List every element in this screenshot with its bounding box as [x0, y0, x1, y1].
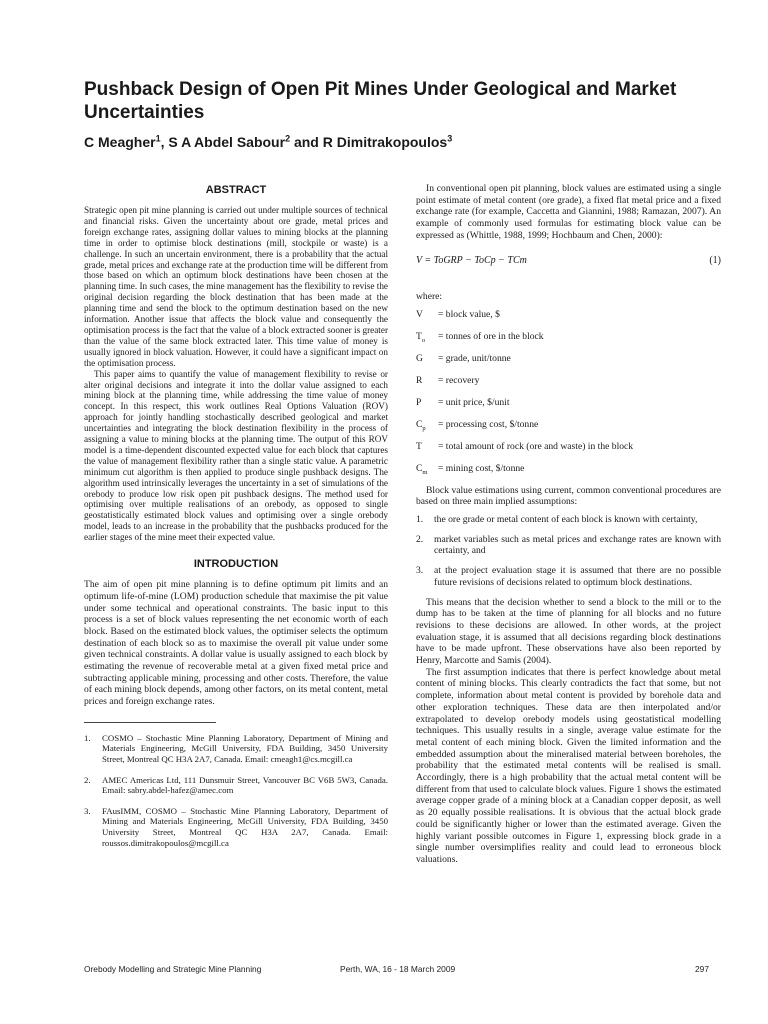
- variable-definition: [416, 463, 721, 479]
- author-sep-2: and: [290, 134, 323, 150]
- author-line: [84, 133, 452, 151]
- variable-definition: [416, 375, 721, 391]
- assumption-item: [416, 565, 721, 588]
- author-1-affil: 1: [155, 133, 161, 144]
- variable-definition: [416, 309, 721, 325]
- author-sep-1: ,: [160, 134, 169, 150]
- footnote-rule: [84, 722, 216, 733]
- where-label: where:: [416, 291, 443, 303]
- block-value-equation: V = ToGRP − ToCp − TCm: [416, 254, 527, 266]
- footer-venue-date: Perth, WA, 16 - 18 March 2009: [340, 964, 456, 974]
- footnote-number: 3.: [84, 805, 91, 816]
- footer-publication: Orebody Modelling and Strategic Mine Planning: [84, 964, 262, 974]
- footnote-item: [84, 733, 388, 765]
- assumption-item: [416, 534, 721, 557]
- assumption-number: 2.: [416, 533, 424, 545]
- assumption-text: the ore grade or metal content of each block is known with certainty,: [434, 513, 698, 525]
- introduction-paragraph-1: The aim of open pit mine planning is to define optimum pit limits and an optimum life-of-mine (LOM) production schedule that maximise the pit value under some technical and operational constraints. The basic input to this process is a set of block values representing the net economic worth of each block. Based on the estimated block values, the optimiser selects the optimum destination of each block so as to maximise the overall pit value under some given technical constraints. A dollar value is usually assigned to each block by estimating the revenue of recoverable metal at a given fixed metal price and subtracting applicable mining, processing and other costs. Therefore, the value of each mining block depends, among other factors, on its metal content, metal prices and foreign exchange rates.: [84, 579, 388, 708]
- variable-definition: [416, 331, 721, 347]
- variable-symbol: P: [416, 396, 422, 408]
- footnote-text: AMEC Americas Ltd, 111 Dunsmuir Street, Vancouver BC V6B 5W3, Canada. Email: sabry.abdel-hafez@amec.com: [102, 774, 388, 796]
- variable-definition: [416, 397, 721, 413]
- variable-description: = recovery: [438, 375, 480, 387]
- page-number: 297: [695, 964, 709, 974]
- abstract-paragraph-1: Strategic open pit mine planning is carried out under multiple sources of technical and financial risks. Given the uncertainty about ore grade, metal prices and foreign exchange rates, assigning dollar values to mining blocks at the planning time in order to optimise block destinations (mill, stockpile or waste) is a challenge. In such an uncertain environment, there is a probability that the actual grade, metal prices and exchange rate at the production time will be different from those based on which an optimum block destinations have been chosen at the planning time. In such cases, the mine management has the flexibility to revise the original decision regarding the block destination that has been made at the planning time and send the block to the optimum destination based on the new information. Another issue that affects the block value and consequently the optimisation process is the fact that the value of a block extracted sooner is greater than the value of the same block extracted later. This time value of money is usually ignored in block valuation. However, it could have a significant impact on the optimisation process.: [84, 205, 388, 368]
- author-1: C Meagher: [84, 134, 156, 150]
- equation-number: (1): [709, 254, 721, 266]
- footnote-number: 2.: [84, 774, 91, 785]
- variable-symbol: $C_m$: [416, 462, 428, 476]
- author-3: R Dimitrakopoulos: [322, 134, 448, 150]
- variable-description: = tonnes of ore in the block: [438, 331, 544, 343]
- right-paragraph-2: Block value estimations using current, common conventional procedures are based on three main implied assumptions:: [416, 484, 721, 508]
- variable-definition: [416, 419, 721, 435]
- variable-description: = mining cost, $/tonne: [438, 462, 525, 474]
- abstract-heading: ABSTRACT: [205, 184, 267, 196]
- variable-symbol: $C_p$: [416, 418, 426, 432]
- assumption-item: [416, 514, 721, 526]
- right-paragraph-1: In conventional open pit planning, block values are estimated using a single point estimate of metal content (ore grade), a fixed flat metal price and a fixed exchange rate (for example, Caccetta and Giannini, 1988; Ramazan, 2007). An example of commonly used formulas for estimating block value can be expressed as (Whittle, 1988, 1999; Hochbaum and Chen, 2000):: [416, 183, 721, 241]
- variable-symbol: R: [416, 375, 423, 387]
- variable-symbol: G: [416, 353, 423, 365]
- variable-description: = block value, $: [438, 309, 500, 321]
- paper-title: Pushback Design of Open Pit Mines Under Geological and Market Uncertainties: [84, 79, 677, 123]
- right-paragraph-3: This means that the decision whether to send a block to the mill or to the dump has to be taken at the time of planning for all blocks and no future revisions to these decisions are allowed. In other words, at the project evaluation stage, it is assumed that all decisions regarding block destinations have to be made upfront. These observations have also been reported by Henry, Marcotte and Samis (2004).: [416, 596, 721, 667]
- assumption-number: 3.: [416, 565, 424, 577]
- variable-definition: [416, 441, 721, 457]
- left-column: [84, 183, 388, 858]
- variable-definition: [416, 353, 721, 369]
- assumption-text: market variables such as metal prices and exchange rates are known with certainty, and: [434, 533, 721, 557]
- right-paragraph-4: The first assumption indicates that there is perfect knowledge about metal content of mining blocks. This clearly contradicts the fact that some, but not complete, information about metal content is provided by borehole data and other exploration techniques. These data are then interpolated and/or extrapolated to develop orebody models using geostatistical modelling techniques. This usually results in a single, average value estimate for the metal content of each mining block. Given the limited information and the embedded assumption about the mineralised material between boreholes, the probability that the estimated metal contents will be realised is small. Accordingly, there is a high probability that the actual metal content will be different from that used to calculate block values. Figure 1 shows the estimated average copper grade of a mining block at a Canadian copper deposit, as well as 20 equally possible realisations. It is obvious that the actual block grade could be significantly higher or lower than the estimated average. Given the highly variant possible outcomes in Figure 1, expressing block grade in a single number oversimplifies reality and could lead to erroneous block valuations.: [416, 666, 721, 865]
- variable-symbol: $T_o$: [416, 331, 426, 345]
- footnote-item: [84, 775, 388, 796]
- author-2: S A Abdel Sabour: [168, 134, 286, 150]
- variable-symbol: T: [416, 440, 422, 452]
- introduction-heading: INTRODUCTION: [193, 558, 279, 571]
- footnote-text: COSMO – Stochastic Mine Planning Laboratory, Department of Mining and Materials Engineering, McGill University, FDA Building, 3450 University Street, Montreal QC H3A 2A7, Canada. Email: cmeagh1@cs.mcgill.ca: [102, 732, 388, 765]
- variable-description: = unit price, $/unit: [438, 396, 510, 408]
- assumption-text: at the project evaluation stage it is assumed that there are no possible future revisions of decisions related to optimum block destinations.: [434, 565, 721, 588]
- equation-row: [416, 256, 721, 267]
- footnote-list: [84, 733, 388, 848]
- author-3-affil: 3: [447, 133, 453, 144]
- footnote-text: FAusIMM, COSMO – Stochastic Mine Planning Laboratory, Department of Mining and Materials Engineering, McGill University, FDA Building, 3450 University Street, Montreal QC H3A 2A7, Canada. Email: roussos.dimitrakopoulos@mcgill.ca: [102, 805, 388, 848]
- variable-symbol: V: [416, 309, 423, 321]
- footnote-number: 1.: [84, 732, 91, 743]
- abstract-paragraph-2: This paper aims to quantify the value of management flexibility to revise or alter original decisions and integrate it into the dollar value assigned to each mining block at the planning time, while addressing the time value of money concept. In this respect, this work outlines Real Options Valuation (ROV) approach for jointly handling stochastically described geological and market uncertainties and integrating the block destination flexibility in the process of assigning a value to mining blocks at the planning time. The output of this ROV model is a time-dependent discounted expected value for each block that captures the value of management flexibility rather than a single static value. A parametric minimum cut algorithm is then applied to produce single pushback designs. The algorithm used intrinsically leverages the uncertainty in a set of simulations of the orebody to produce low risk open pit pushback designs. The method used for optimising over multiple realisations of an orebody, as opposed to single geostatistically estimated block values and optimising over a single orebody model, leads to an increase in the probability that the pushbacks produced for the earlier stages of the mine meet their expected value.: [84, 368, 388, 543]
- assumption-number: 1.: [416, 513, 424, 525]
- variable-description: = processing cost, $/tonne: [438, 418, 539, 430]
- variable-description: = total amount of rock (ore and waste) in the block: [438, 440, 634, 452]
- right-column: [416, 183, 721, 866]
- variable-description: = grade, unit/tonne: [438, 353, 511, 365]
- footnote-item: [84, 806, 388, 848]
- author-2-affil: 2: [285, 133, 291, 144]
